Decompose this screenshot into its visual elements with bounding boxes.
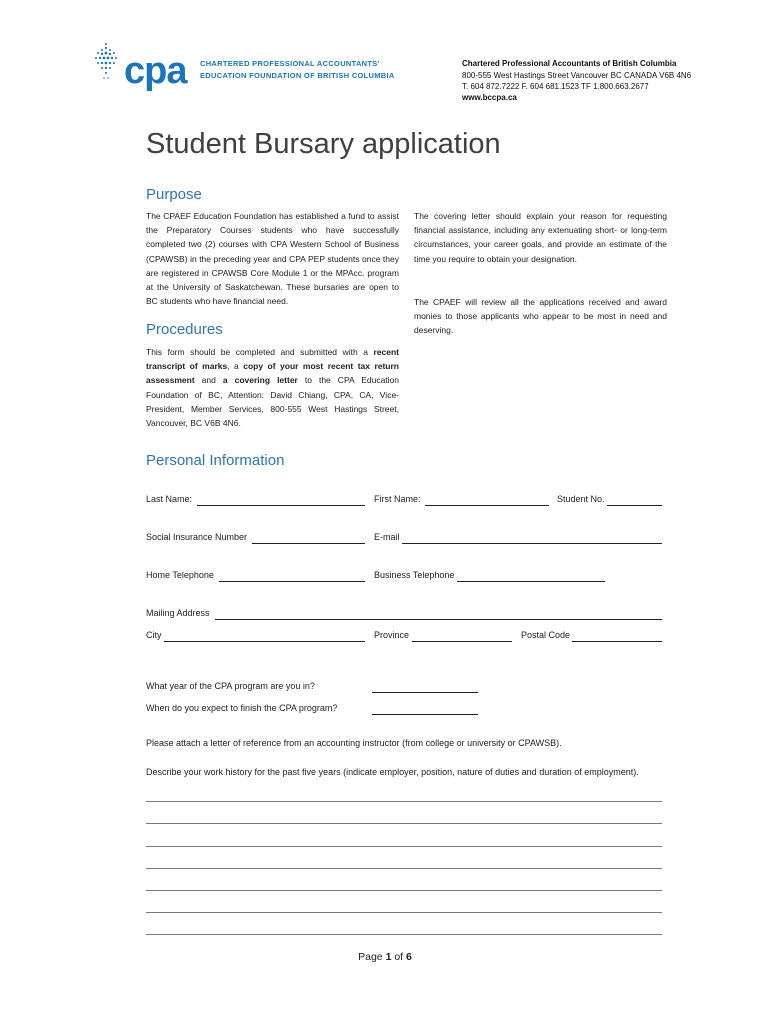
student-no-label: Student No. [557,494,605,504]
reference-letter-note: Please attach a letter of reference from an accounting instructor (from college or university or CPAWSB). [146,738,562,748]
org-website[interactable]: www.bccpa.ca [462,93,517,102]
postal-code-label: Postal Code [521,630,571,640]
procedures-heading: Procedures [146,321,223,338]
work-history-line-3[interactable] [146,846,662,847]
page-number: Page 1 of 6 [358,951,412,963]
foundation-name-line1: CHARTERED PROFESSIONAL ACCOUNTANTS' [200,59,380,68]
home-phone-label: Home Telephone [146,570,214,580]
province-label: Province [374,630,410,640]
city-field[interactable] [164,641,365,642]
review-text: The CPAEF will review all the applications received and award monies to those applicants who appear to be most in need and deserving. [414,297,667,336]
procedures-text: This form should be completed and submitted with a recent transcript of marks, a copy of your most recent tax return assessment and a covering letter to the CPA Education Foundation of BC, Attention: David Chiang, CPA, CA, Vice-President, Member Services, 800-555 West Hastings Street, Vancouver, BC V6B 4N6. [146,347,400,429]
work-history-line-1[interactable] [146,801,662,802]
purpose-text: The CPAEF Education Foundation has established a fund to assist the Preparatory Courses students who have successfully completed two (2) courses with CPA Western School of Business (CPAWSB) in the preceding year and CPA PEP students once they are registered in CPAWSB Core Module 1 or the MPAcc. program at the University of Saskatchewan. These bursaries are open to BC students who have financial need. [146,211,399,307]
org-address: 800-555 West Hastings Street Vancouver BC CANADA V6B 4N6 [462,71,692,80]
business-phone-label: Business Telephone [374,570,455,580]
covering-letter-text: The covering letter should explain your reason for requesting financial assistance, including any extenuating short- or long-term circumstances, your career goals, and provide an estimate of the time you require to obtain your designation. [414,211,667,264]
mailing-address-label: Mailing Address [146,608,210,618]
work-history-line-4[interactable] [146,868,662,869]
student-no-field[interactable] [607,505,662,506]
email-field[interactable] [402,543,662,544]
email-label: E-mail [374,532,400,542]
foundation-name-line2: EDUCATION FOUNDATION OF BRITISH COLUMBIA [200,71,395,80]
finish-date-field[interactable] [372,714,478,715]
work-history-question: Describe your work history for the past five years (indicate employer, position, nature of duties and duration of employment). [146,767,639,777]
work-history-line-2[interactable] [146,823,662,824]
postal-code-field[interactable] [572,641,662,642]
sin-field[interactable] [252,543,365,544]
sin-label: Social Insurance Number [146,532,248,542]
program-year-question: What year of the CPA program are you in? [146,681,315,691]
work-history-line-5[interactable] [146,890,662,891]
work-history-line-7[interactable] [146,934,662,935]
cpa-logo-text: cpa [124,50,187,92]
business-phone-field[interactable] [457,581,605,582]
city-label: City [146,630,162,640]
province-field[interactable] [412,641,512,642]
first-name-label: First Name: [374,494,421,504]
personal-info-heading: Personal Information [146,452,285,469]
work-history-line-6[interactable] [146,912,662,913]
last-name-field[interactable] [197,505,365,506]
page-title: Student Bursary application [146,128,501,160]
program-year-field[interactable] [372,692,478,693]
purpose-heading: Purpose [146,186,202,203]
home-phone-field[interactable] [219,581,365,582]
org-phones: T. 604 872.7222 F. 604 681.1523 TF 1.800.663.2677 [462,82,649,91]
mailing-address-field[interactable] [215,619,662,620]
org-name: Chartered Professional Accountants of British Columbia [462,59,677,68]
first-name-field[interactable] [425,505,549,506]
last-name-label: Last Name: [146,494,193,504]
finish-date-question: When do you expect to finish the CPA program? [146,703,338,713]
